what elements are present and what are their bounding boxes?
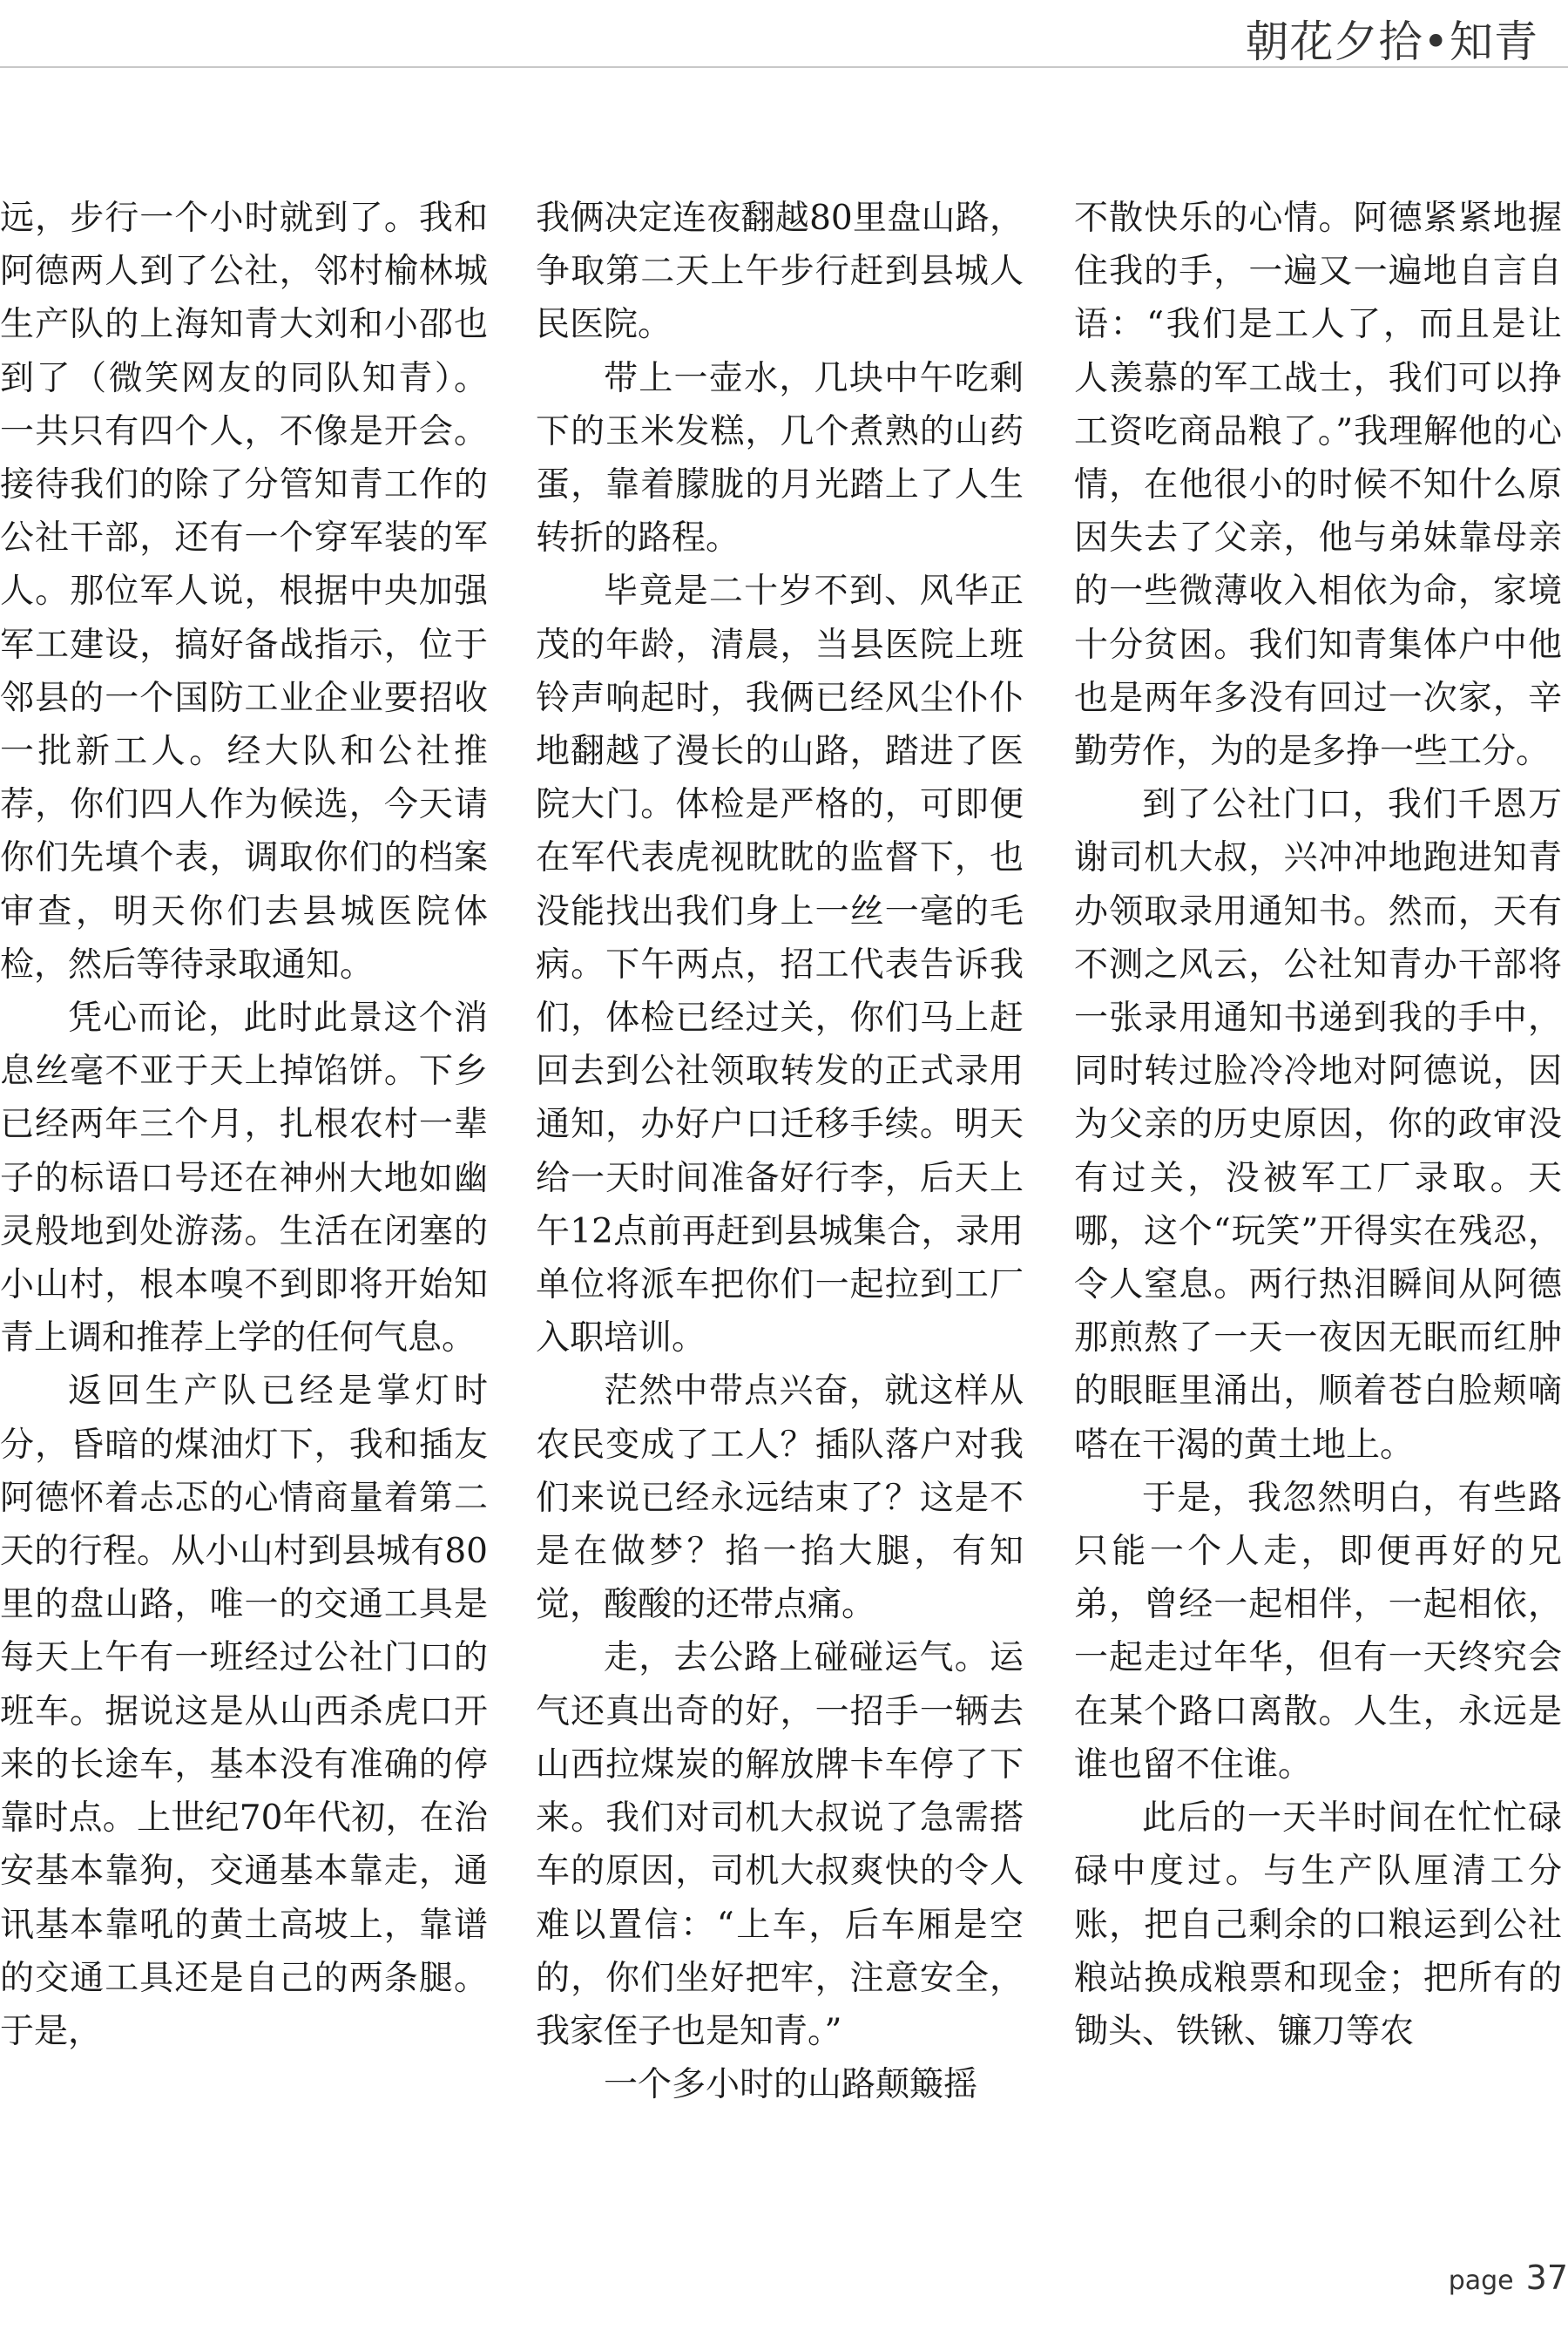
page-footer bbox=[1449, 2259, 1568, 2297]
paragraph: 此后的一天半时间在忙忙碌碌中度过。与生产队厘清工分账，把自己剩余的口粮运到公社粮站换成粮票和现金；把所有的锄头、铁锹、镰刀等农 bbox=[1074, 1798, 1562, 2051]
paragraph: 走，去公路上碰碰运气。运气还真出奇的好，一招手一辆去山西拉煤炭的解放牌卡车停了下来。我们对司机大叔说了急需搭车的原因，司机大叔爽快的令人难以置信：“上车，后车厢是空的，你们坐好把牢，注意安全，我家侄子也是知青。” bbox=[536, 1638, 1024, 2051]
paragraph: 凭心而论，此时此景这个消息丝毫不亚于天上掉馅饼。下乡已经两年三个月，扎根农村一辈子的标语口号还在神州大地如幽灵般地到处游荡。生活在闭塞的小山村，根本嗅不到即将开始知青上调和推荐上学的任何气息。 bbox=[0, 999, 488, 1358]
paragraph: 带上一壶水，几块中午吃剩下的玉米发糕，几个煮熟的山药蛋，靠着朦胧的月光踏上了人生转折的路程。 bbox=[536, 358, 1024, 559]
paragraph: 远，步行一个小时就到了。我和阿德两人到了公社，邻村榆林城生产队的上海知青大刘和小邵也到了（微笑网友的同队知青）。一共只有四个人，不像是开会。接待我们的除了分管知青工作的公社干部，还有一个穿军装的军人。那位军人说，根据中央加强军工建设，搞好备战指示，位于邻县的一个国防工业企业要招收一批新工人。经大队和公社推荐，你们四人作为候选，今天请你们先填个表，调取你们的档案审查，明天你们去县城医院体检，然后等待录取通知。 bbox=[0, 199, 488, 985]
page-number: 37 bbox=[1525, 2259, 1568, 2297]
paragraph: 返回生产队已经是掌灯时分，昏暗的煤油灯下，我和插友阿德怀着忐忑的心情商量着第二天的行程。从小山村到县城有80里的盘山路，唯一的交通工具是每天上午有一班经过公社门口的班车。据说这是从山西杀虎口开来的长途车，基本没有准确的停靠时点。上世纪70年代初，在治安基本靠狗，交通基本靠走，通讯基本靠吼的黄土高坡上，靠谱的交通工具还是自己的两条腿。于是， bbox=[0, 1372, 488, 2051]
text-column-3 bbox=[1074, 192, 1562, 2058]
text-column-2 bbox=[536, 192, 1024, 2111]
page-label: page bbox=[1448, 2266, 1514, 2296]
paragraph: 茫然中带点兴奋，就这样从农民变成了工人？插队落户对我们来说已经永远结束了？这是不是在做梦？掐一掐大腿，有知觉，酸酸的还带点痛。 bbox=[536, 1372, 1024, 1625]
paragraph: 不散快乐的心情。阿德紧紧地握住我的手，一遍又一遍地自言自语：“我们是工人了，而且是让人羡慕的军工战士，我们可以挣工资吃商品粮了。”我理解他的心情，在他很小的时候不知什么原因失去了父亲，他与弟妹靠母亲的一些微薄收入相依为命，家境十分贫困。我们知青集体户中他也是两年多没有回过一次家，辛勤劳作，为的是多挣一些工分。 bbox=[1074, 199, 1562, 772]
section-title: 朝花夕拾•知青 bbox=[1245, 17, 1538, 67]
paragraph: 于是，我忽然明白，有些路只能一个人走，即便再好的兄弟，曾经一起相伴，一起相依，一起走过年华，但有一天终究会在某个路口离散。人生，永远是谁也留不住谁。 bbox=[1074, 1478, 1562, 1785]
paragraph: 到了公社门口，我们千恩万谢司机大叔，兴冲冲地跑进知青办领取录用通知书。然而，天有不测之风云，公社知青办干部将一张录用通知书递到我的手中，同时转过脸冷冷地对阿德说，因为父亲的历史原因，你的政审没有过关，没被军工厂录取。天哪，这个“玩笑”开得实在残忍，令人窒息。两行热泪瞬间从阿德那煎熬了一天一夜因无眠而红肿的眼眶里涌出，顺着苍白脸颊嘀嗒在干渴的黄土地上。 bbox=[1074, 785, 1562, 1465]
paragraph: 一个多小时的山路颠簸摇 bbox=[604, 2065, 978, 2105]
text-column-1 bbox=[0, 192, 488, 2058]
paragraph: 毕竟是二十岁不到、风华正茂的年龄，清晨，当县医院上班铃声响起时，我俩已经风尘仆仆地翻越了漫长的山路，踏进了医院大门。体检是严格的，可即便在军代表虎视眈眈的监督下，也没能找出我们身上一丝一毫的毛病。下午两点，招工代表告诉我们，体检已经过关，你们马上赶回去到公社领取转发的正式录用通知，办好户口迁移手续。明天给一天时间准备好行李，后天上午12点前再赶到县城集合，录用单位将派车把你们一起拉到工厂入职培训。 bbox=[536, 572, 1024, 1358]
paragraph: 我俩决定连夜翻越80里盘山路，争取第二天上午步行赶到县城人民医院。 bbox=[536, 199, 1024, 345]
